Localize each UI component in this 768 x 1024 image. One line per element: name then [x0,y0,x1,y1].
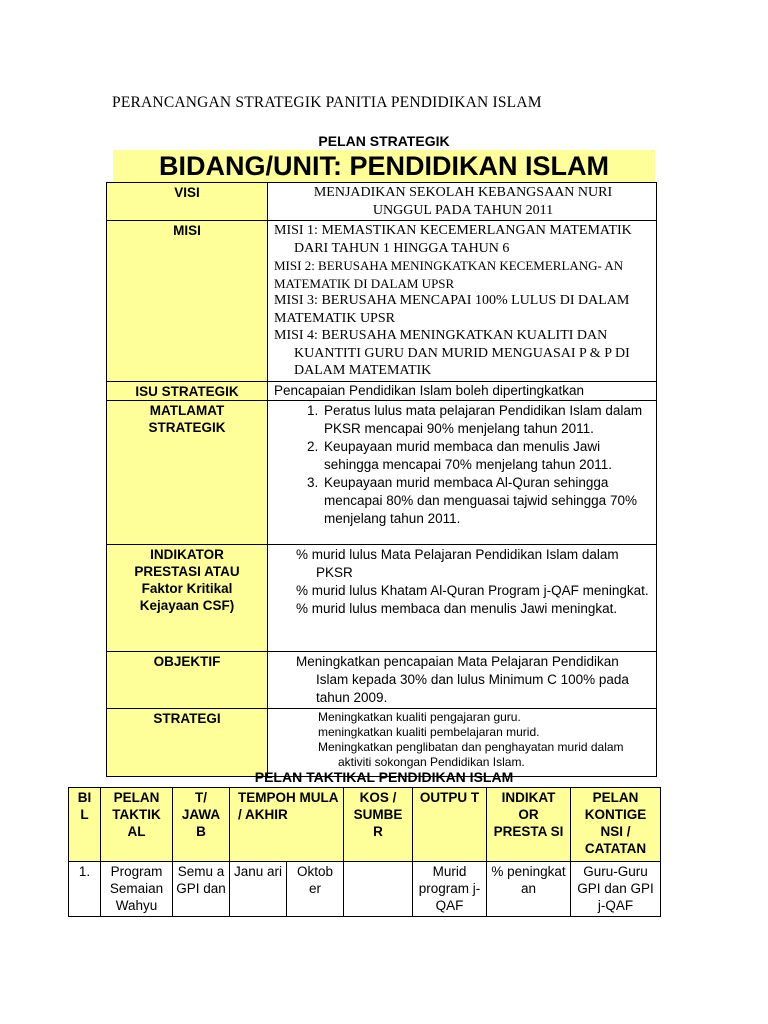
visi-row [107,183,657,221]
objektif-label: OBJEKTIF [107,651,268,708]
header-output: OUTPU T [413,788,487,862]
tactical-header-row [69,788,661,862]
strategi-label: STRATEGI [107,708,268,776]
indikator-label-line: Kejayaan CSF) [139,597,235,613]
indikator-label-line: Faktor Kritikal [141,580,233,596]
header-tempoh: TEMPOH MULA / AKHIR [230,788,344,862]
cell-pelan-taktikal: Program Semaian Wahyu [101,862,173,917]
objektif-text: Meningkatkan pencapaian Mata Pelajaran Pendidikan Islam kepada 30% dan lulus Minimum C 100% pada tahun 2009. [296,653,629,705]
tactical-plan-table [68,787,661,917]
misi-item: MISI 3: BERUSAHA MENCAPAI 100% LULUS DI DALAM MATEMATIK UPSR [274,293,630,326]
misi-value [268,221,657,382]
matlamat-value [268,400,657,544]
matlamat-row [107,400,657,544]
header-pelan-kontingensi: PELAN KONTIGE NSI / CATATAN [571,788,661,862]
unit-banner: BIDANG/UNIT: PENDIDIKAN ISLAM [113,150,655,182]
matlamat-label [107,400,268,544]
misi-row [107,221,657,382]
strategi-item: Meningkatkan penglibatan dan penghayatan murid dalam aktiviti sokongan Pendidikan Islam. [318,739,624,769]
strategic-plan-table [106,182,657,777]
misi-item: MISI 4: BERUSAHA MENINGKATKAN KUALITI DAN KUANTITI GURU DAN MURID MENGUASAI P & P DI DALAM MATEMATIK [274,328,630,378]
cell-indikator-prestasi: % peningkat an [487,862,571,917]
cell-output: Murid program j-QAF [413,862,487,917]
cell-kos-sumber [344,862,413,917]
indikator-item: % murid lulus membaca dan menulis Jawi meningkat. [296,600,618,616]
indikator-item: % murid lulus Mata Pelajaran Pendidikan Islam dalam PKSR [296,546,619,580]
visi-value [268,183,657,221]
plan-subheading: PELAN STRATEGIK [318,133,450,149]
cell-tjawab: Semu a GPI dan [173,862,230,917]
header-kos-sumber: KOS / SUMBE R [344,788,413,862]
tactical-plan-title: PELAN TAKTIKAL PENDIDIKAN ISLAM [254,769,514,785]
indikator-value [268,544,657,651]
header-indikator-prestasi: INDIKAT OR PRESTA SI [487,788,571,862]
matlamat-list [274,402,652,528]
indikator-label-line: PRESTASI ATAU [134,563,240,579]
misi-item: MISI 1: MEMASTIKAN KECEMERLANGAN MATEMATIK DARI TAHUN 1 HINGGA TAHUN 6 [274,223,632,256]
table-row [69,862,661,917]
isu-strategik-label: ISU STRATEGIK [107,381,268,400]
document-title: PERANCANGAN STRATEGIK PANITIA PENDIDIKAN ISLAM [112,94,542,111]
misi-label: MISI [107,221,268,382]
matlamat-label-line: MATLAMAT [149,402,225,418]
header-bil: BI L [69,788,101,862]
cell-pelan-kontingensi: Guru-Guru GPI dan GPI j-QAF [571,862,661,917]
indikator-row [107,544,657,651]
isu-strategik-value: Pencapaian Pendidikan Islam boleh dipertingkatkan [268,381,657,400]
cell-tempoh-akhir: Oktob er [287,862,344,917]
cell-tempoh-mula: Janu ari [230,862,287,917]
strategi-item: Meningkatkan kualiti pengajaran guru. [318,709,521,724]
matlamat-item: 1. Peratus lulus mata pelajaran Pendidikan Islam dalam PKSR mencapai 90% menjelang tahun 2011. [322,402,652,438]
matlamat-label-line: STRATEGIK [148,419,226,435]
strategi-row [107,708,657,776]
matlamat-item: 2. Keupayaan murid membaca dan menulis Jawi sehingga mencapai 70% menjelang tahun 2011. [322,438,652,474]
cell-bil: 1. [69,862,101,917]
strategi-item: meningkatkan kualiti pembelajaran murid. [318,724,540,739]
strategi-value [268,708,657,776]
visi-line: UNGGUL PADA TAHUN 2011 [372,202,554,218]
indikator-label-line: INDIKATOR [150,546,224,562]
matlamat-item: 3. Keupayaan murid membaca Al-Quran sehingga mencapai 80% dan menguasai tajwid sehingga 70% menjelang tahun 2011. [322,474,652,528]
indikator-item: % murid lulus Khatam Al-Quran Program j-QAF meningkat. [296,582,649,598]
misi-item: MISI 2: BERUSAHA MENINGKATKAN KECEMERLANG- AN MATEMATIK DI DALAM UPSR [274,258,624,291]
objektif-value [268,651,657,708]
header-pelan-taktikal: PELAN TAKTIK AL [101,788,173,862]
objektif-row [107,651,657,708]
isu-strategik-row [107,381,657,400]
visi-line: MENJADIKAN SEKOLAH KEBANGSAAN NURI [313,185,613,200]
header-tjawab: T/ JAWA B [173,788,230,862]
indikator-label [107,544,268,651]
visi-label: VISI [107,183,268,221]
